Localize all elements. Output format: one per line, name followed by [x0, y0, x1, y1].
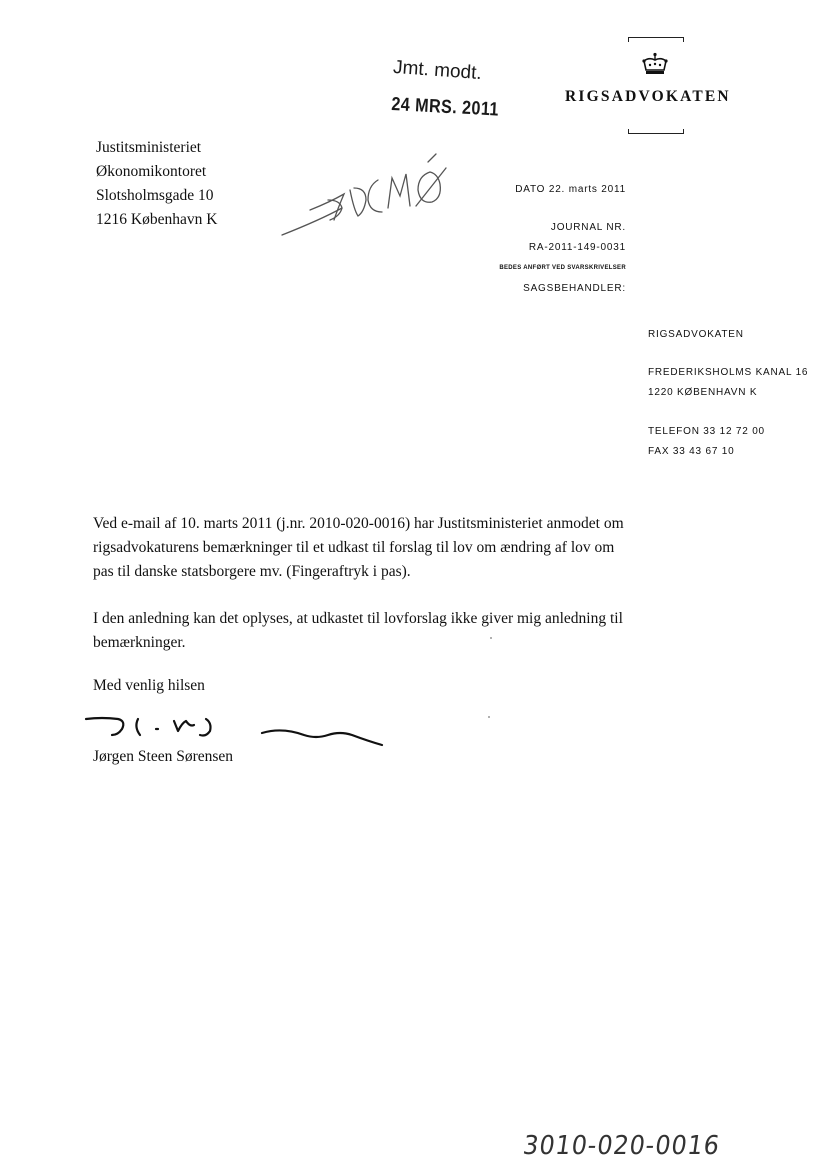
addressee-line: Slotsholmsgade 10 — [96, 187, 214, 204]
handwritten-case-number — [521, 1120, 723, 1165]
letterhead-rule-top — [628, 37, 684, 42]
signer-name: Jørgen Steen Sørensen — [93, 748, 234, 765]
case-handler-label: SAGSBEHANDLER: — [523, 283, 626, 294]
body-paragraph-1: Ved e-mail af 10. marts 2011 (j.nr. 2010-020-0016) har Justitsministeriet anmodet om rigsadvokaturens bemærkninger til et udkast til forslag til lov om ændring af lov om pas til danske statsborgere mv. (Fingeraftryk i pas). — [93, 515, 624, 580]
sender-city: 1220 KØBENHAVN K — [648, 387, 758, 398]
addressee-block — [96, 136, 217, 232]
sender-street: FREDERIKSHOLMS KANAL 16 — [648, 367, 809, 378]
organization-title: RIGSADVOKATEN — [565, 88, 731, 105]
scan-speck — [490, 637, 492, 639]
letter-date: DATO 22. marts 2011 — [515, 184, 626, 195]
body-paragraph-2: I den anledning kan det oplyses, at udkastet til lovforslag ikke giver mig anledning til bemærkninger. — [93, 610, 623, 651]
closing-salutation: Med venlig hilsen — [93, 677, 205, 694]
journal-reference-note: BEDES ANFØRT VED SVARSKRIVELSER — [499, 265, 626, 271]
sender-fax: FAX 33 43 67 10 — [648, 446, 735, 457]
handwritten-routing-note — [280, 150, 470, 245]
scan-speck — [488, 716, 490, 718]
addressee-line: Økonomikontoret — [96, 163, 207, 180]
sender-phone: TELEFON 33 12 72 00 — [648, 426, 765, 437]
received-stamp-label: Jmt. modt. — [392, 56, 483, 85]
addressee-line: 1216 København K — [96, 211, 218, 228]
journal-number-value: RA-2011-149-0031 — [528, 242, 626, 253]
received-stamp-date: 24 MRS. 2011 — [390, 94, 500, 121]
sender-organization: RIGSADVOKATEN — [648, 329, 744, 340]
journal-number-label: JOURNAL NR. — [550, 222, 626, 233]
addressee-line: Justitsministeriet — [96, 139, 202, 156]
svg-text:3010-020-0016: 3010-020-0016 — [521, 1130, 723, 1161]
letterhead-rule-bottom — [628, 129, 684, 134]
royal-crown-icon — [641, 52, 669, 78]
